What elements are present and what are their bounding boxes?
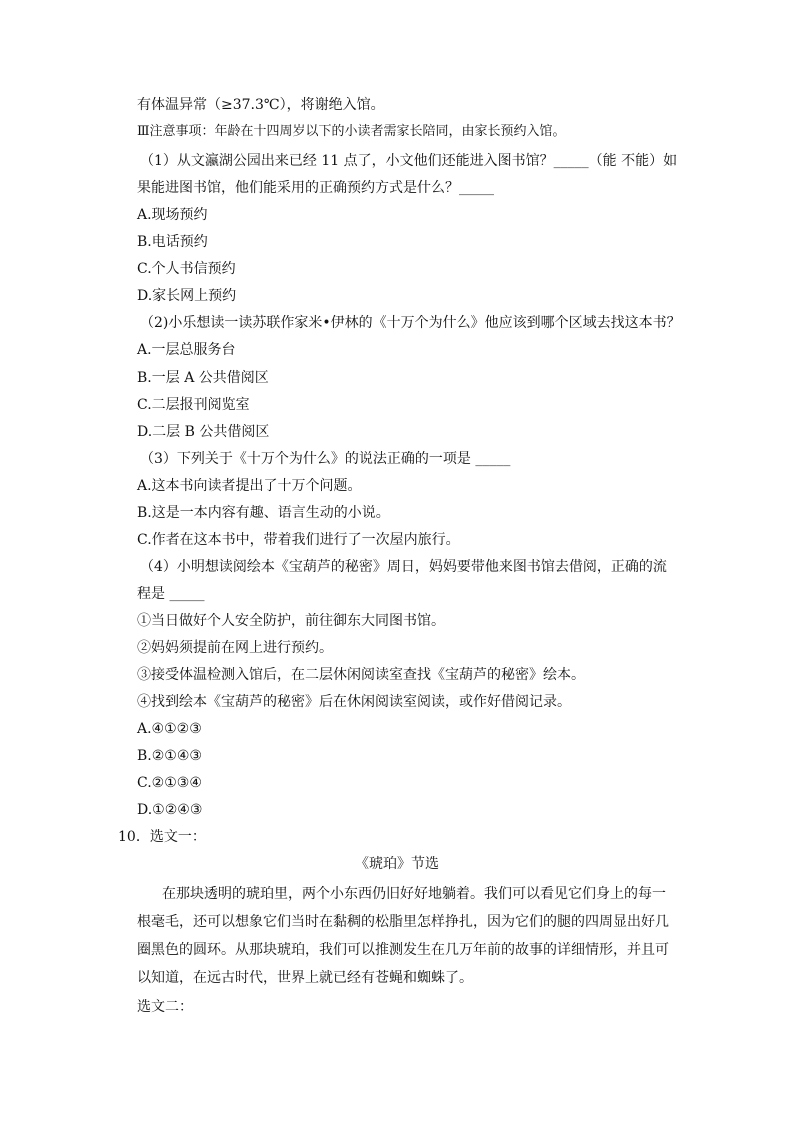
- step-4: ④找到绘本《宝葫芦的秘密》后在休闲阅读室阅读，或作好借阅记录。: [137, 694, 571, 710]
- excerpt-paragraph-line-3: 圈黑色的圆环。从那块琥珀，我们可以推测发生在几万年前的故事的详细情形，并且可: [137, 942, 669, 958]
- option-d: D.二层 B 公共借阅区: [137, 424, 270, 440]
- option-b: B.②①④③: [137, 748, 202, 764]
- option-c: C.个人书信预约: [137, 261, 236, 277]
- option-c: C.二层报刊阅览室: [137, 397, 250, 413]
- step-2: ②妈妈须提前在网上进行预约。: [137, 640, 333, 656]
- excerpt-title: 《琥珀》节选: [355, 856, 439, 872]
- notice-line: Ⅲ注意事项：年龄在十四周岁以下的小读者需家长陪同，由家长预约入馆。: [137, 124, 566, 139]
- option-c: C.作者在这本书中，带着我们进行了一次屋内旅行。: [137, 532, 460, 548]
- question-4-line-2: 程是 _____: [137, 586, 205, 602]
- step-3: ③接受体温检测入馆后，在二层休闲阅读室查找《宝葫芦的秘密》绘本。: [137, 667, 585, 683]
- text-line: 有体温异常（≥37.3℃），将谢绝入馆。: [137, 97, 385, 113]
- excerpt-paragraph-line-1: 在那块透明的琥珀里，两个小东西仍旧好好地躺着。我们可以看见它们身上的每一: [162, 886, 666, 902]
- question-2: （2)小乐想读一读苏联作家米•伊林的《十万个为什么》他应该到哪个区域去找这本书？: [140, 315, 681, 331]
- question-3: （3）下列关于《十万个为什么》的说法正确的一项是 _____: [140, 451, 511, 467]
- option-d: D.家长网上预约: [137, 288, 237, 304]
- option-a: A.④①②③: [137, 721, 202, 737]
- option-a: A.现场预约: [137, 207, 208, 223]
- option-b: B.这是一本内容有趣、语言生动的小说。: [137, 505, 390, 521]
- excerpt-paragraph-line-2: 根毫毛，还可以想象它们当时在黏稠的松脂里怎样挣扎，因为它们的腿的四周显出好几: [137, 914, 669, 930]
- option-d: D.①②④③: [137, 802, 203, 818]
- excerpt-2-heading: 选文二：: [137, 999, 193, 1015]
- option-c: C.②①③④: [137, 775, 202, 791]
- option-a: A.一层总服务台: [137, 342, 236, 358]
- option-b: B.一层 A 公共借阅区: [137, 370, 269, 386]
- option-a: A.这本书向读者提出了十万个问题。: [137, 478, 362, 494]
- question-4-line-1: （4）小明想读阅绘本《宝葫芦的秘密》周日，妈妈要带他来图书馆去借阅，正确的流: [140, 559, 667, 575]
- question-10-heading: 10．选文一：: [118, 829, 206, 845]
- option-b: B.电话预约: [137, 234, 208, 250]
- question-1-line-2: 果能进图书馆，他们能采用的正确预约方式是什么？_____: [137, 180, 494, 196]
- question-1-line-1: （1）从文瀛湖公园出来已经 11 点了，小文他们还能进入图书馆？_____（能 不能）如: [140, 153, 678, 169]
- excerpt-paragraph-line-4: 以知道，在远古时代，世界上就已经有苍蝇和蜘蛛了。: [137, 970, 473, 986]
- step-1: ①当日做好个人安全防护，前往御东大同图书馆。: [137, 613, 445, 629]
